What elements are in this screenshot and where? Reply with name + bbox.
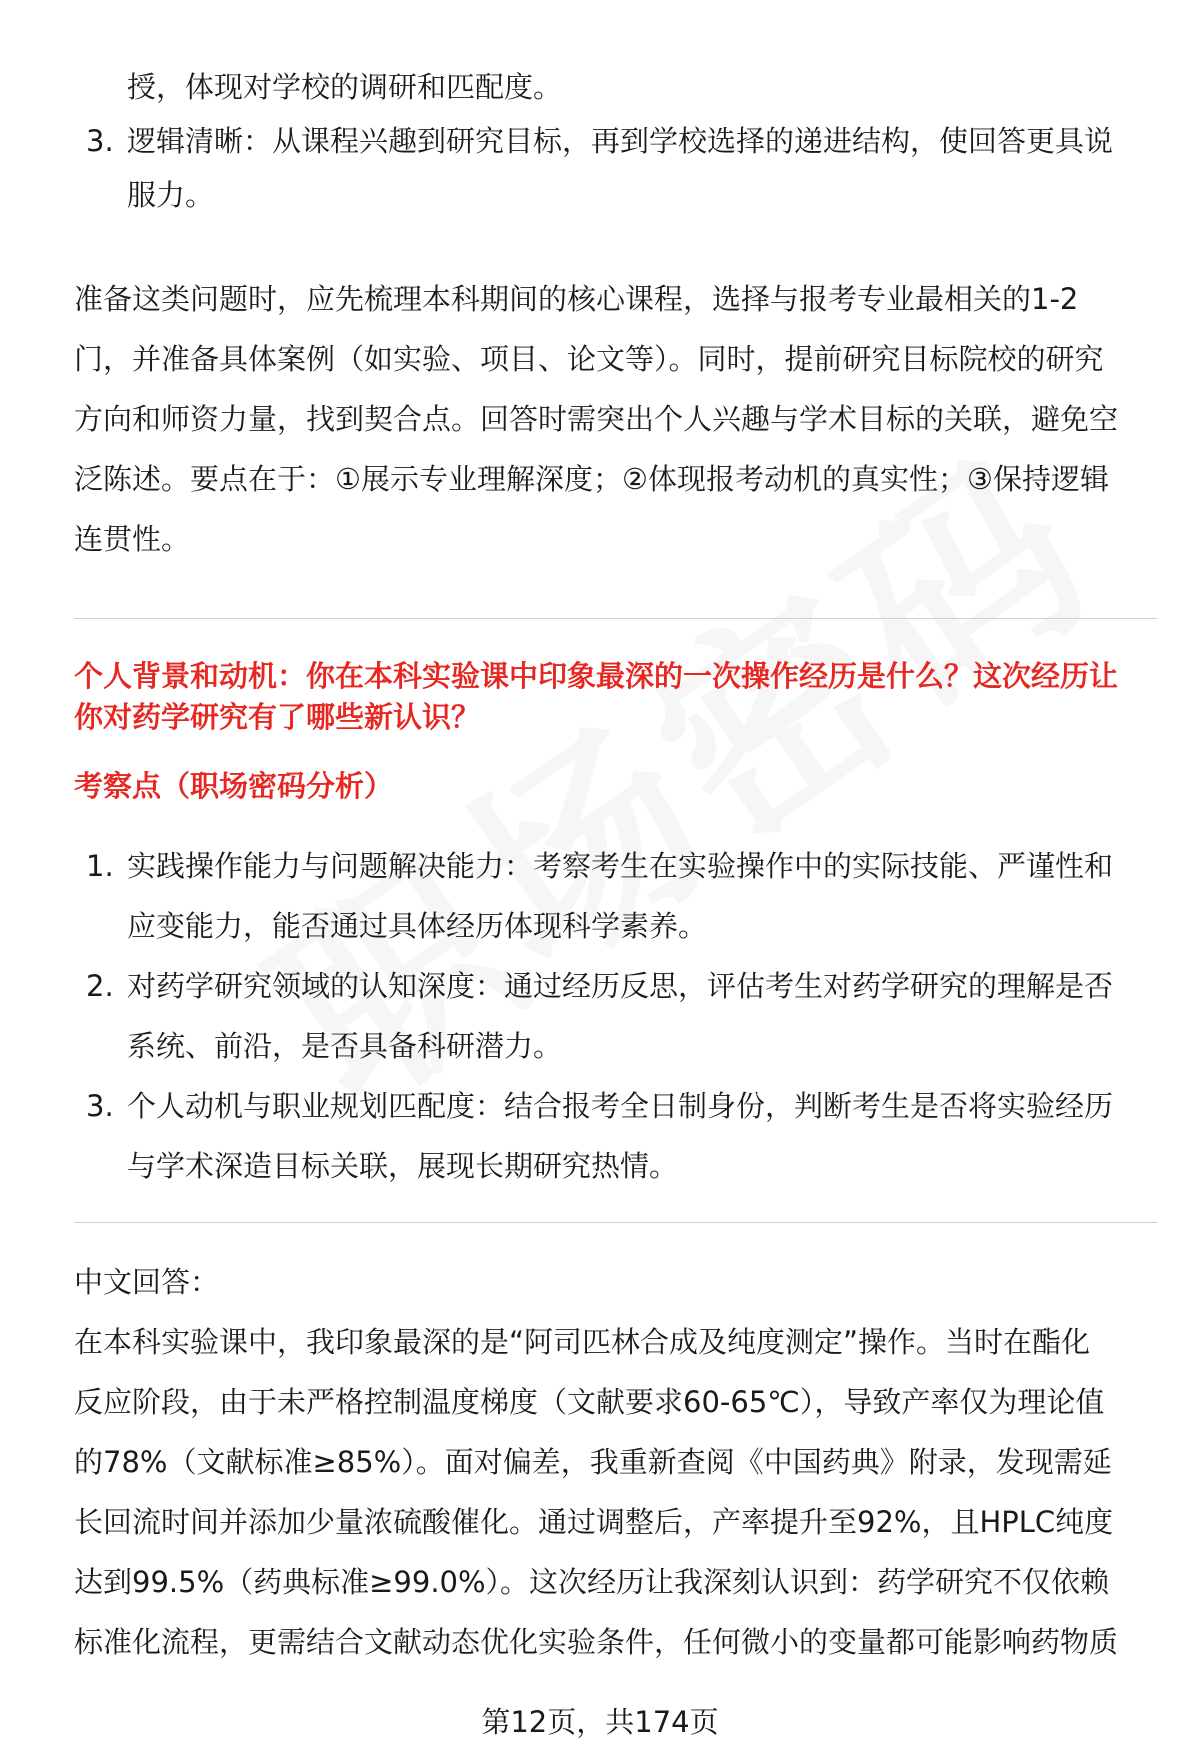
answer-label: 中文回答： — [74, 1265, 220, 1299]
list-item-text: 服力。 — [127, 178, 215, 212]
answer-line: 标准化流程，更需结合文献动态优化实验条件，任何微小的变量都可能影响药物质 — [74, 1625, 1119, 1659]
list-item-text: 应变能力，能否通过具体经历体现科学素养。 — [127, 909, 708, 943]
page-number-footer: 第12页，共174页 — [481, 1705, 719, 1739]
paragraph-line: 连贯性。 — [74, 522, 191, 556]
question-heading: 个人背景和动机：你在本科实验课中印象最深的一次操作经历是什么？这次经历让 — [74, 659, 1119, 693]
section-divider — [74, 1222, 1157, 1223]
answer-line: 在本科实验课中，我印象最深的是“阿司匹林合成及纯度测定”操作。当时在酯化 — [74, 1325, 1091, 1359]
question-heading: 你对药学研究有了哪些新认识？ — [74, 700, 481, 734]
paragraph-line: 准备这类问题时，应先梳理本科期间的核心课程，选择与报考专业最相关的1-2 — [74, 282, 1079, 316]
answer-line: 达到99.5%（药典标准≥99.0%）。这次经历让我深刻认识到：药学研究不仅依赖 — [74, 1565, 1110, 1599]
list-item-text: 逻辑清晰：从课程兴趣到研究目标，再到学校选择的递进结构，使回答更具说 — [127, 124, 1114, 158]
list-number: 2. — [86, 969, 114, 1003]
answer-line: 长回流时间并添加少量浓硫酸催化。通过调整后，产率提升至92%，且HPLC纯度 — [74, 1505, 1114, 1539]
answer-line: 的78%（文献标准≥85%）。面对偏差，我重新查阅《中国药典》附录，发现需延 — [74, 1445, 1112, 1479]
list-item-text: 系统、前沿，是否具备科研潜力。 — [127, 1029, 563, 1063]
paragraph-line: 方向和师资力量，找到契合点。回答时需突出个人兴趣与学术目标的关联，避免空 — [74, 402, 1119, 436]
list-item-text: 实践操作能力与问题解决能力：考察考生在实验操作中的实际技能、严谨性和 — [127, 849, 1114, 883]
paragraph-line: 泛陈述。要点在于：①展示专业理解深度；②体现报考动机的真实性；③保持逻辑 — [74, 462, 1109, 496]
section-divider — [74, 618, 1157, 619]
list-item-continuation: 授，体现对学校的调研和匹配度。 — [127, 70, 563, 104]
paragraph-line: 门，并准备具体案例（如实验、项目、论文等）。同时，提前研究目标院校的研究 — [74, 342, 1104, 376]
analysis-heading: 考察点（职场密码分析） — [74, 769, 394, 803]
answer-line: 反应阶段，由于未严格控制温度梯度（文献要求60-65℃），导致产率仅为理论值 — [74, 1385, 1105, 1419]
list-number: 3. — [86, 124, 114, 158]
list-item-text: 个人动机与职业规划匹配度：结合报考全日制身份，判断考生是否将实验经历 — [127, 1089, 1114, 1123]
list-number: 3. — [86, 1089, 114, 1123]
list-number: 1. — [86, 849, 114, 883]
list-item-text: 对药学研究领域的认知深度：通过经历反思，评估考生对药学研究的理解是否 — [127, 969, 1114, 1003]
list-item-text: 与学术深造目标关联，展现长期研究热情。 — [127, 1149, 679, 1183]
